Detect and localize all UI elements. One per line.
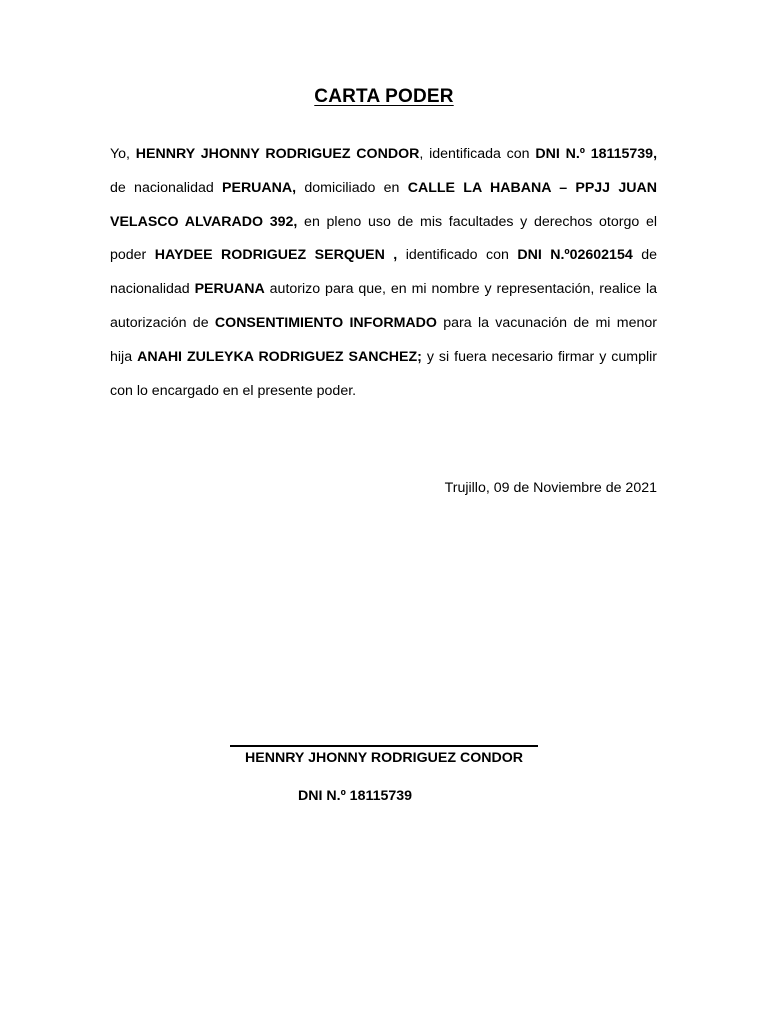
grantor-name: HENNRY JHONNY RODRIGUEZ CONDOR	[135, 146, 420, 162]
text-run: domiciliado en	[296, 179, 408, 196]
grantor-dni: DNI N.º 18115739,	[535, 146, 658, 162]
signer-name: HENNRY JHONNY RODRIGUEZ CONDOR	[245, 750, 523, 766]
grantee-name: HAYDEE RODRIGUEZ SERQUEN ,	[154, 247, 398, 264]
minor-name: ANAHI ZULEYKA RODRIGUEZ SANCHEZ;	[137, 348, 422, 365]
text-run: Yo,	[110, 146, 136, 162]
body-paragraph	[110, 138, 657, 408]
text-run: , identificada con	[419, 146, 536, 162]
grantee-nationality: PERUANA	[194, 281, 265, 298]
text-run: de nacionalidad	[110, 247, 657, 298]
text-run: en pleno uso de mis facultades y derechos otorgo el poder	[110, 213, 657, 264]
authorization-type: CONSENTIMIENTO INFORMADO	[214, 314, 437, 331]
signature-line	[230, 745, 538, 747]
text-run: identificado con	[397, 247, 518, 264]
grantor-address: CALLE LA HABANA – PPJJ JUAN VELASCO ALVARADO 392,	[110, 179, 657, 230]
text-run: para la vacunación de mi menor hija	[110, 314, 657, 365]
text-run: y si fuera necesario firmar y cumplir con lo encargado en el presente poder.	[110, 348, 657, 399]
document-title: CARTA PODER	[314, 86, 454, 107]
signer-dni: DNI N.º 18115739	[298, 788, 413, 804]
grantee-dni: DNI N.º02602154	[517, 247, 633, 264]
text-run: autorizo para que, en mi nombre y representación, realice la autorización de	[110, 281, 657, 331]
date-line: Trujillo, 09 de Noviembre de 2021	[444, 480, 657, 496]
text-run: de nacionalidad	[110, 179, 223, 196]
grantor-nationality: PERUANA,	[222, 179, 297, 196]
